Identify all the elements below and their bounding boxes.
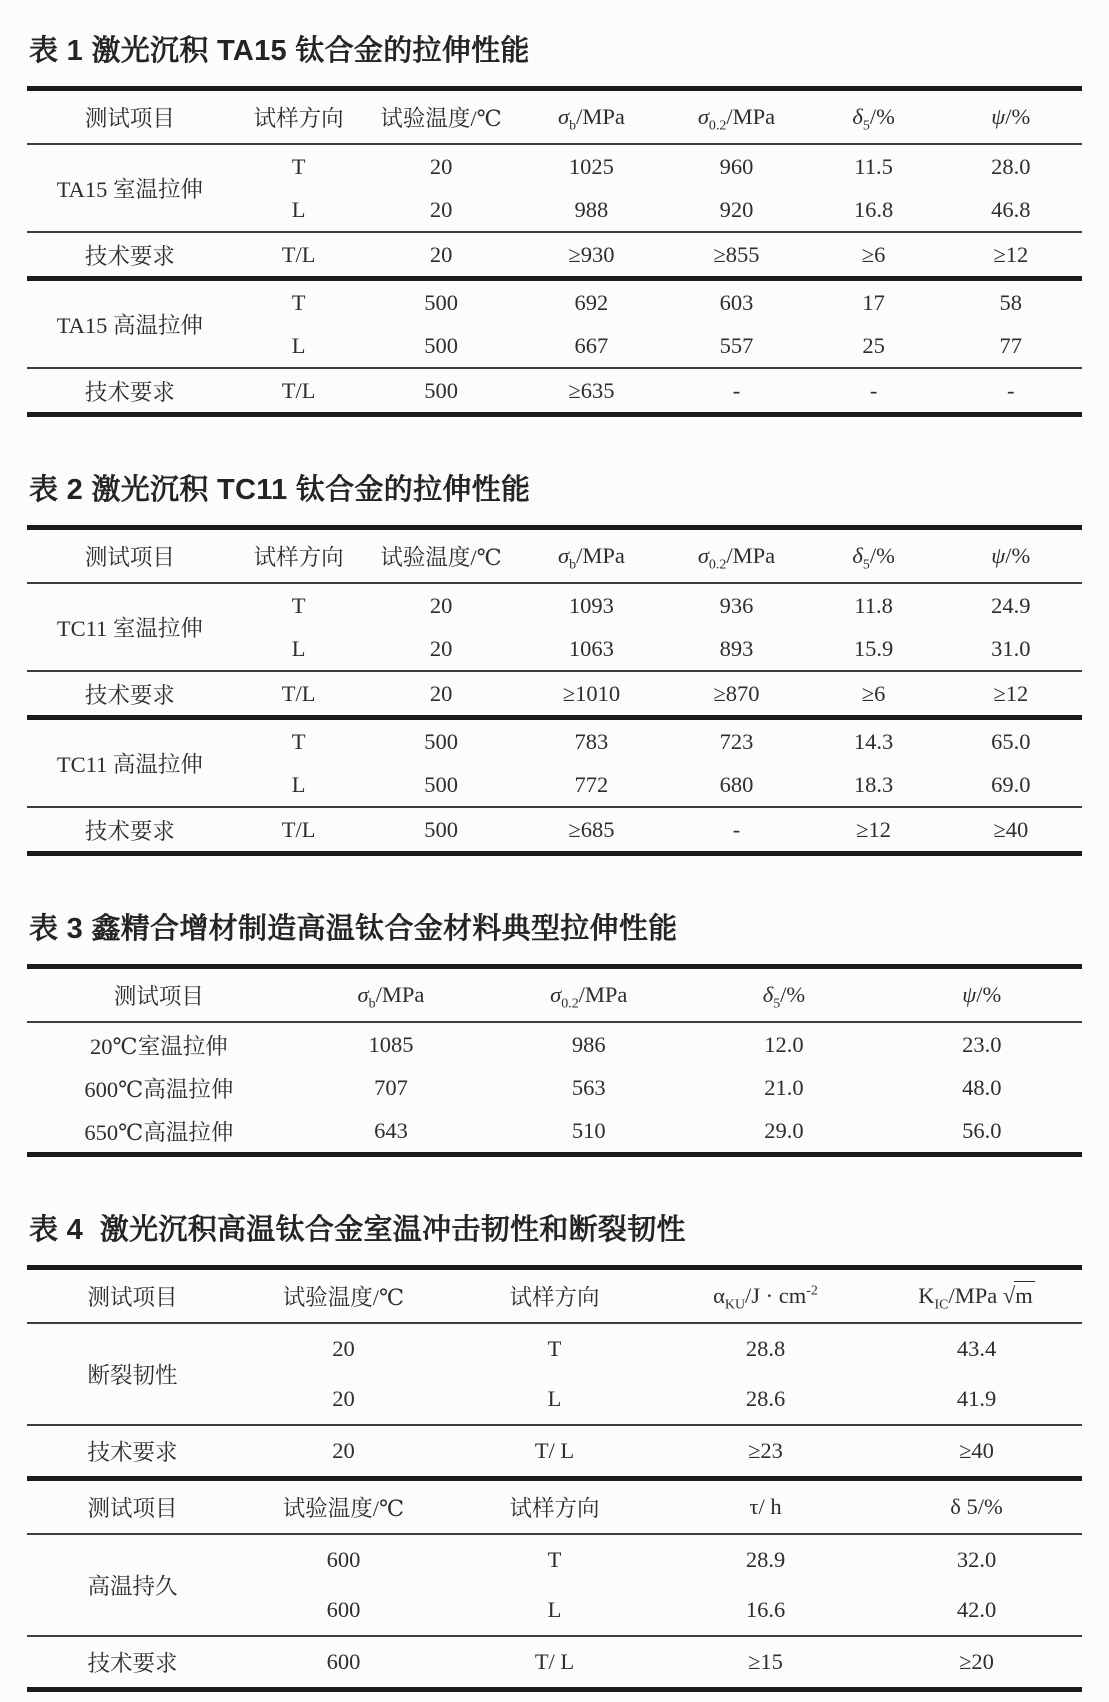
table-cell: 936 — [719, 592, 754, 618]
table-cell: 28.0 — [991, 153, 1031, 179]
table-row — [27, 1066, 1082, 1109]
table-cell: 12.0 — [764, 1031, 804, 1057]
table-cell: 42.0 — [871, 1585, 1082, 1636]
table-cell: 48.0 — [962, 1074, 1002, 1100]
table-cell: 20 — [365, 627, 518, 671]
table-cell: T — [547, 1547, 562, 1572]
table-cell: 500 — [365, 368, 518, 415]
table-row — [27, 1425, 1082, 1479]
table-row — [27, 1323, 1082, 1374]
header-symbol-part: b — [368, 996, 376, 1012]
column-header — [665, 528, 807, 584]
table-cell: 20 — [238, 1374, 449, 1425]
header-symbol-part: /MPa — [576, 543, 625, 568]
table-cell: 1063 — [518, 627, 666, 671]
table-cell: 920 — [665, 188, 807, 232]
header-symbol-part: b — [569, 118, 577, 134]
header-symbol-part: ψ — [991, 543, 1006, 568]
column-header — [871, 1268, 1082, 1324]
table-cell: ≥15 — [660, 1636, 871, 1690]
column-header: 试验温度/℃ — [238, 1479, 449, 1535]
column-header — [660, 1268, 871, 1324]
table-cell: 893 — [665, 627, 807, 671]
table-cell: T/L — [233, 671, 365, 718]
table-cell: 技术要求 — [27, 368, 233, 415]
table-cell: 15.9 — [808, 627, 940, 671]
table-cell: 20 — [429, 592, 453, 618]
row-group-label: TC11 室温拉伸 — [27, 583, 233, 671]
column-header — [518, 528, 666, 584]
column-header: 测试项目 — [27, 89, 233, 145]
column-header: 测试项目 — [27, 528, 233, 584]
table-cell: ≥685 — [518, 807, 666, 854]
column-header: 试验温度/℃ — [238, 1268, 449, 1324]
table-header-row — [27, 967, 1082, 1023]
table-row — [27, 144, 1082, 188]
header-symbol-part: /MPa — [375, 982, 425, 1007]
table-cell: 600 — [326, 1547, 361, 1572]
header-symbol-part: IC — [934, 1297, 949, 1313]
column-header: 试样方向 — [449, 1479, 660, 1535]
table-cell: 56.0 — [882, 1109, 1082, 1155]
table-cell: T/L — [233, 807, 365, 854]
header-symbol-part: /% — [976, 982, 1002, 1007]
header-symbol-part: /MPa — [726, 543, 776, 568]
header-symbol-part: 5 — [862, 118, 870, 134]
header-symbol-part: /% — [1005, 104, 1031, 129]
table-row — [27, 279, 1082, 325]
header-symbol-part: /MPa — [726, 104, 776, 129]
table-row — [27, 232, 1082, 279]
table-cell: 28.6 — [660, 1374, 871, 1425]
table-cell: 16.6 — [660, 1585, 871, 1636]
table-cell: 1025 — [568, 153, 614, 179]
table-cell: T/ L — [449, 1425, 660, 1479]
table-4-section — [27, 1207, 1082, 1692]
header-symbol-part: σ — [557, 543, 570, 568]
table-cell: 680 — [665, 763, 807, 807]
table-header-row — [27, 89, 1082, 145]
header-symbol-part: /J · cm — [745, 1283, 807, 1308]
table-cell: 11.5 — [854, 153, 893, 179]
table-cell: 11.8 — [854, 592, 893, 618]
column-header — [665, 89, 807, 145]
table-cell: T — [291, 153, 306, 179]
row-group-label: 断裂韧性 — [27, 1323, 238, 1425]
header-symbol-part: 0.2 — [708, 557, 727, 573]
table-row — [27, 1022, 1082, 1066]
table-row — [27, 368, 1082, 415]
table-cell: ≥12 — [808, 807, 940, 854]
table-cell: 510 — [491, 1109, 686, 1155]
row-group-label: 650℃高温拉伸 — [27, 1109, 291, 1155]
table-header-row — [27, 1479, 1082, 1535]
header-symbol-part: /MPa — [578, 982, 628, 1007]
table-cell: ≥870 — [665, 671, 807, 718]
column-header — [871, 1479, 1082, 1535]
table-cell: ≥12 — [940, 232, 1082, 279]
table-cell: 500 — [424, 728, 458, 754]
header-symbol-part: m — [1015, 1283, 1033, 1308]
header-symbol-part: K — [918, 1283, 935, 1308]
table-cell: 25 — [808, 324, 940, 368]
header-symbol-part: √ — [1002, 1283, 1016, 1308]
row-group-label: TA15 室温拉伸 — [27, 144, 233, 232]
table-cell: T — [291, 592, 306, 618]
document-page — [27, 28, 1082, 1692]
header-symbol-part: σ — [550, 982, 562, 1007]
table-cell: 46.8 — [940, 188, 1082, 232]
table-cell: 986 — [571, 1031, 606, 1057]
table-cell: 18.3 — [808, 763, 940, 807]
row-group-label: TC11 高温拉伸 — [27, 718, 233, 808]
table-cell: 563 — [571, 1074, 606, 1100]
header-symbol-part: σ — [557, 104, 570, 129]
table-2 — [27, 525, 1082, 856]
table-cell: 23.0 — [962, 1031, 1002, 1057]
table-cell: 20 — [365, 188, 518, 232]
table-cell: 28.8 — [745, 1336, 786, 1361]
header-symbol-part: σ — [357, 982, 369, 1007]
header-symbol-part: /MPa — [576, 104, 625, 129]
table-row — [27, 807, 1082, 854]
header-symbol-part: KU — [724, 1297, 746, 1313]
column-header — [808, 528, 940, 584]
table-cell: ≥12 — [940, 671, 1082, 718]
table-cell: T/ L — [449, 1636, 660, 1690]
table-3-title: 表 3 鑫精合增材制造高温钛合金材料典型拉伸性能 — [29, 913, 678, 945]
header-symbol-part: /% — [869, 543, 895, 568]
table-cell: L — [233, 188, 365, 232]
table-cell: 988 — [518, 188, 666, 232]
table-cell: 1085 — [368, 1031, 414, 1057]
column-header: 测试项目 — [27, 967, 291, 1023]
column-header — [491, 967, 686, 1023]
table-cell: ≥930 — [518, 232, 666, 279]
column-header: 试样方向 — [449, 1268, 660, 1324]
table-cell: 500 — [424, 289, 458, 315]
header-symbol-part: α — [713, 1283, 725, 1308]
table-cell: 技术要求 — [27, 1636, 238, 1690]
table-cell: L — [449, 1374, 660, 1425]
table-4 — [27, 1265, 1082, 1692]
table-3-section — [27, 906, 1082, 1157]
column-header — [808, 89, 940, 145]
header-symbol-part: 5 — [773, 996, 781, 1012]
row-group-label: 高温持久 — [27, 1534, 238, 1636]
table-cell: 20 — [429, 153, 453, 179]
column-header — [940, 528, 1082, 584]
row-group-label: 20℃室温拉伸 — [90, 1033, 228, 1059]
table-row — [27, 1636, 1082, 1690]
header-symbol-part: /% — [780, 982, 806, 1007]
header-symbol-part: δ — [762, 982, 774, 1007]
table-cell: 667 — [518, 324, 666, 368]
table-cell: T/L — [233, 368, 365, 415]
table-cell: L — [233, 627, 365, 671]
table-cell: 32.0 — [956, 1547, 997, 1572]
header-symbol-part: τ — [749, 1494, 759, 1519]
header-symbol-part: 0.2 — [708, 118, 727, 134]
table-cell: ≥855 — [665, 232, 807, 279]
table-cell: 技术要求 — [27, 232, 233, 279]
table-cell: 69.0 — [940, 763, 1082, 807]
header-symbol-part: σ — [697, 543, 709, 568]
table-1 — [27, 86, 1082, 417]
table-cell: 65.0 — [991, 728, 1031, 754]
table-cell: - — [808, 368, 940, 415]
table-cell: L — [233, 324, 365, 368]
table-cell: 1093 — [568, 592, 614, 618]
table-cell: ≥635 — [518, 368, 666, 415]
header-symbol-part: δ — [950, 1494, 961, 1519]
header-symbol-part: b — [569, 557, 577, 573]
table-cell: ≥20 — [871, 1636, 1082, 1690]
table-cell: 600 — [238, 1636, 449, 1690]
table-cell: 17 — [862, 289, 885, 315]
table-cell: - — [940, 368, 1082, 415]
table-header-row — [27, 528, 1082, 584]
table-row — [27, 1534, 1082, 1585]
table-cell: 31.0 — [940, 627, 1082, 671]
table-cell: 77 — [940, 324, 1082, 368]
table-cell: ≥6 — [808, 671, 940, 718]
table-cell: ≥40 — [940, 807, 1082, 854]
column-header — [291, 967, 491, 1023]
table-cell: 603 — [719, 289, 754, 315]
table-cell: L — [449, 1585, 660, 1636]
column-header: 试验温度/℃ — [365, 89, 518, 145]
table-2-section — [27, 467, 1082, 856]
table-3 — [27, 964, 1082, 1157]
column-header: 测试项目 — [27, 1479, 238, 1535]
table-cell: 28.9 — [745, 1547, 786, 1572]
table-cell: 600 — [238, 1585, 449, 1636]
table-cell: - — [665, 368, 807, 415]
header-symbol-part: 5 — [862, 557, 870, 573]
table-cell: 24.9 — [991, 592, 1031, 618]
header-symbol-part: ψ — [991, 104, 1006, 129]
table-cell: 技术要求 — [27, 807, 233, 854]
header-symbol-part: /% — [1005, 543, 1031, 568]
table-cell: 643 — [291, 1109, 491, 1155]
table-cell: 20 — [332, 1336, 355, 1361]
header-symbol-part: / h — [758, 1494, 782, 1519]
table-cell: 41.9 — [871, 1374, 1082, 1425]
column-header — [940, 89, 1082, 145]
table-cell: 723 — [719, 728, 754, 754]
header-symbol-part: δ — [852, 104, 863, 129]
table-1-title: 表 1 激光沉积 TA15 钛合金的拉伸性能 — [29, 35, 530, 67]
table-cell: 20 — [238, 1425, 449, 1479]
table-cell: 16.8 — [808, 188, 940, 232]
column-header — [660, 1479, 871, 1535]
column-header — [882, 967, 1082, 1023]
header-symbol-part: δ — [852, 543, 863, 568]
column-header: 试验温度/℃ — [365, 528, 518, 584]
table-cell: 20 — [365, 671, 518, 718]
table-row — [27, 1109, 1082, 1155]
header-symbol-part: ψ — [962, 982, 977, 1007]
column-header — [518, 89, 666, 145]
table-cell: 772 — [518, 763, 666, 807]
table-cell: 707 — [374, 1074, 408, 1100]
table-header-row — [27, 1268, 1082, 1324]
table-2-title: 表 2 激光沉积 TC11 钛合金的拉伸性能 — [29, 474, 531, 506]
table-cell: - — [665, 807, 807, 854]
column-header: 试样方向 — [233, 528, 365, 584]
column-header — [686, 967, 881, 1023]
table-cell: 557 — [665, 324, 807, 368]
row-group-label: TA15 高温拉伸 — [27, 279, 233, 369]
table-cell: 783 — [574, 728, 609, 754]
column-header: 测试项目 — [27, 1268, 238, 1324]
table-cell: 960 — [719, 153, 754, 179]
table-cell: ≥6 — [808, 232, 940, 279]
table-row — [27, 671, 1082, 718]
table-cell: 21.0 — [764, 1074, 804, 1100]
table-cell: L — [233, 763, 365, 807]
table-cell: 58 — [999, 289, 1023, 315]
table-cell: 29.0 — [686, 1109, 881, 1155]
header-symbol-part: -2 — [806, 1283, 818, 1299]
table-cell: ≥1010 — [518, 671, 666, 718]
table-cell: T/L — [233, 232, 365, 279]
header-symbol-part: 0.2 — [561, 996, 579, 1012]
table-cell: 14.3 — [853, 728, 894, 754]
row-group-label: 600℃高温拉伸 — [84, 1076, 234, 1102]
table-cell: 43.4 — [956, 1336, 997, 1361]
column-header: 试样方向 — [233, 89, 365, 145]
table-row — [27, 718, 1082, 764]
table-cell: 500 — [365, 807, 518, 854]
table-1-section — [27, 28, 1082, 417]
table-cell: T — [547, 1336, 562, 1361]
table-4-title: 表 4 激光沉积高温钛合金室温冲击韧性和断裂韧性 — [29, 1214, 686, 1246]
table-cell: 技术要求 — [27, 1425, 238, 1479]
table-cell: ≥40 — [871, 1425, 1082, 1479]
table-cell: 500 — [365, 763, 518, 807]
table-cell: 692 — [574, 289, 609, 315]
table-cell: 技术要求 — [27, 671, 233, 718]
header-symbol-part: σ — [697, 104, 709, 129]
table-cell: ≥23 — [660, 1425, 871, 1479]
header-symbol-part: 5/% — [960, 1494, 1003, 1519]
table-cell: 20 — [365, 232, 518, 279]
table-cell: T — [291, 728, 306, 754]
table-row — [27, 583, 1082, 627]
header-symbol-part: /MPa — [948, 1283, 1003, 1308]
header-symbol-part: /% — [869, 104, 895, 129]
table-cell: T — [291, 289, 306, 315]
table-cell: 500 — [365, 324, 518, 368]
